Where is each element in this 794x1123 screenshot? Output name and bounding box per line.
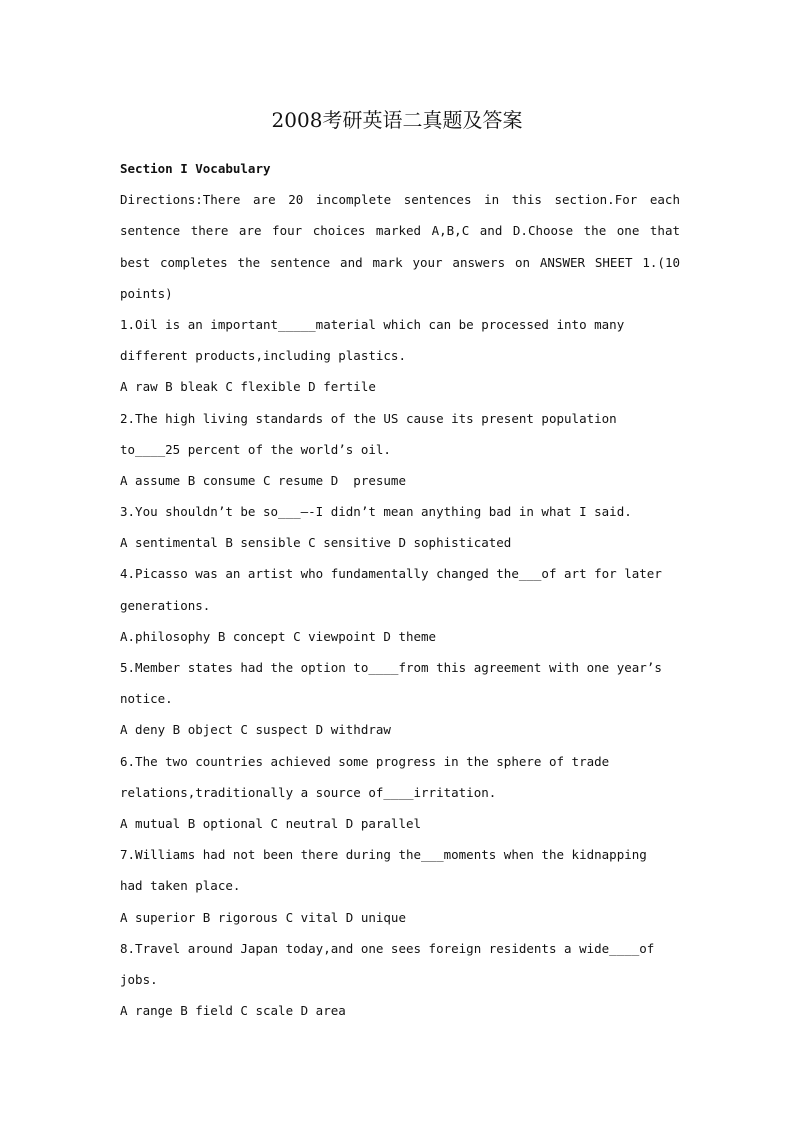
text-line: sentence there are four choices marked A,B,C and D.Choose the one that xyxy=(120,223,680,239)
text-lines xyxy=(120,189,680,1031)
text-line: A raw B bleak C flexible D fertile xyxy=(120,379,376,395)
text-line: best completes the sentence and mark your answers on ANSWER SHEET 1.(10 xyxy=(120,254,680,270)
text-line: A assume B consume C resume D presume xyxy=(120,472,406,488)
text-line: 8.Travel around Japan today,and one sees foreign residents a wide____of xyxy=(120,940,655,956)
text-line: different products,including plastics. xyxy=(120,348,406,364)
text-line: 5.Member states had the option to____from this agreement with one year’s xyxy=(120,660,662,675)
text-line: points) xyxy=(120,285,173,301)
text-line: generations. xyxy=(120,597,211,613)
text-line: relations,traditionally a source of____irritation. xyxy=(120,784,497,800)
text-line: A superior B rigorous C vital D unique xyxy=(120,909,406,925)
text-line: notice. xyxy=(120,691,173,707)
document-body xyxy=(120,158,680,1031)
text-line: A range B field C scale D area xyxy=(120,1003,346,1019)
text-line: 4.Picasso was an artist who fundamentally changed the___of art for later xyxy=(120,566,662,582)
text-line: jobs. xyxy=(120,971,158,987)
text-line: 3.You shouldn’t be so___—-I didn’t mean anything bad in what I said. xyxy=(120,504,632,520)
text-line: 7.Williams had not been there during the___moments when the kidnapping xyxy=(120,847,647,863)
text-line: 1.Oil is an important_____material which can be processed into many xyxy=(120,316,625,332)
text-line: A deny B object C suspect D withdraw xyxy=(120,722,391,738)
text-line: 6.The two countries achieved some progress in the sphere of trade xyxy=(120,753,610,769)
text-line: 2.The high living standards of the US cause its present population xyxy=(120,410,617,426)
text-line: A.philosophy B concept C viewpoint D theme xyxy=(120,628,437,644)
section-heading: Section I Vocabulary xyxy=(120,161,271,176)
text-line: to____25 percent of the world’s oil. xyxy=(120,441,391,457)
text-line: A mutual B optional C neutral D parallel xyxy=(120,815,422,831)
text-line: had taken place. xyxy=(120,878,241,894)
document-title: 2008考研英语二真题及答案 xyxy=(271,108,523,132)
text-line: A sentimental B sensible C sensitive D sophisticated xyxy=(120,535,512,551)
text-line: Directions:There are 20 incomplete sentences in this section.For each xyxy=(120,192,680,208)
